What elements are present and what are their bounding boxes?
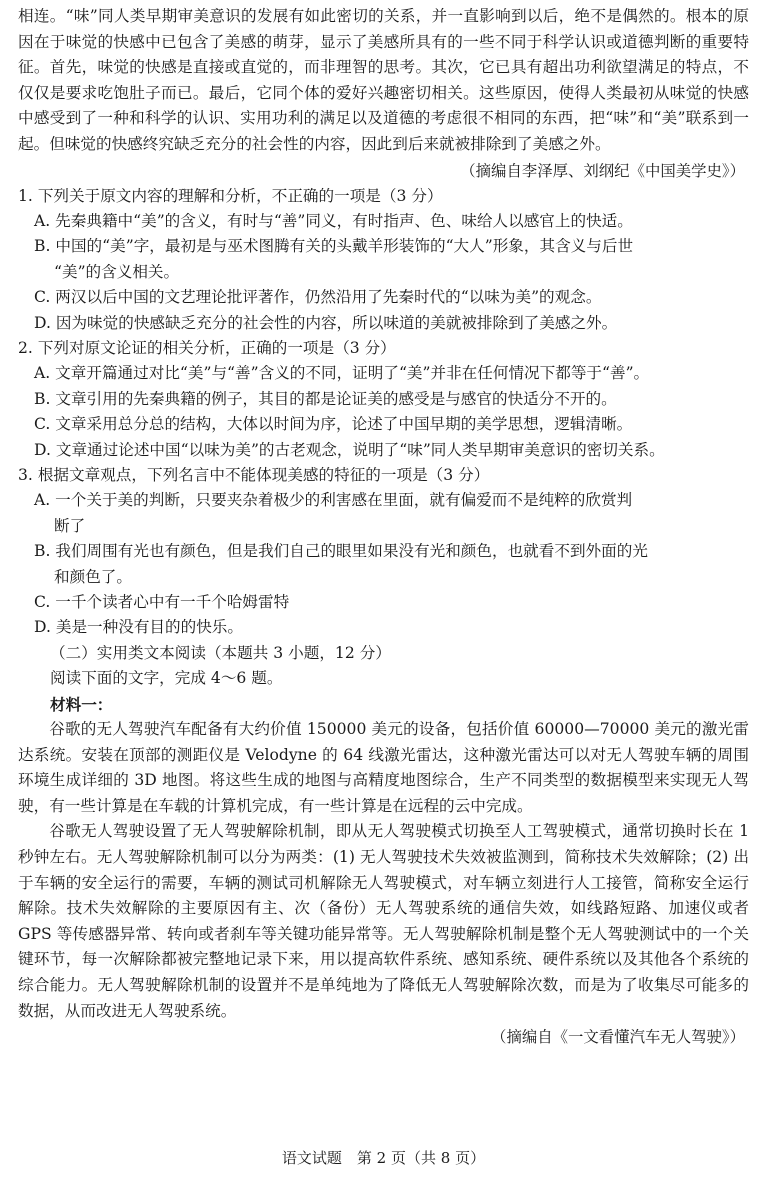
option-text: A. 一个关于美的判断，只要夹杂着极少的利害感在里面，就有偏爱而不是纯粹的欣赏判 <box>34 491 633 510</box>
option-text: B. 文章引用的先秦典籍的例子，其目的都是论证美的感受是与感官的快适分不开的。 <box>34 389 617 408</box>
option-c <box>18 412 749 437</box>
intro-paragraph: 相连。“味”同人类早期审美意识的发展有如此密切的关系，并一直影响到以后，绝不是偶然的。根本的原因在于味觉的快感中已包含了美感的萌芽，显示了美感所具有的一些不同于科学认识或道德判断的重要特征。首先，味觉的快感是直接或直觉的，而非理智的思考。其次，它已具有超出功利欲望满足的特点，不仅仅是要求吃饱肚子而已。最后，它同个体的爱好兴趣密切相关。这些原因，使得人类最初从味觉的快感中感受到了一种和科学的认识、实用功利的满足以及道德的考虑很不相同的东西，把“味”和“美”联系到一起。但味觉的快感终究缺乏充分的社会性的内容，因此到后来就被排除到了美感之外。 <box>18 7 749 153</box>
option-a <box>18 361 749 386</box>
option-c <box>18 285 749 310</box>
option-a <box>18 209 749 234</box>
material-paragraph-2: 谷歌无人驾驶设置了无人驾驶解除机制，即从无人驾驶模式切换至人工驾驶模式，通常切换时长在 1 秒钟左右。无人驾驶解除机制可以分为两类：(1) 无人驾驶技术失效被监测到，简称技术失效解除；(2) 出于车辆的安全运行的需要，车辆的测试司机解除无人驾驶模式，对车辆立刻进行人工接管，简称安全运行解除。技术失效解除的主要原因有主、次（备份）无人驾驶系统的通信失效，如线路短路、加速仪或者 GPS 等传感器异常、转向或者刹车等关键功能异常等。无人驾驶解除机制是整个无人驾驶测试中的一个关键环节，每一次解除都被完整地记录下来，用以提高软件系统、感知系统、硬件系统以及其他各个系统的综合能力。无人驾驶解除机制的设置并不是单纯地为了降低无人驾驶解除次数，而是为了收集尽可能多的数据，从而改进无人驾驶系统。 <box>18 822 749 1020</box>
material-label: 材料一： <box>50 694 113 714</box>
material-paragraph-1: 谷歌的无人驾驶汽车配备有大约价值 150000 美元的设备，包括价值 60000—70000 美元的激光雷达系统。安装在顶部的测距仪是 Velodyne 的 64 线激光雷达，这种激光雷达可以对无人驾驶车辆的周围环境生成详细的 3D 地图。将这些生成的地图与高精度地图综合，生产不同类型的数据模型来实现无人驾驶，有一些计算是在车载的计算机完成，有一些计算是在远程的云中完成。 <box>18 720 749 815</box>
option-text: A. 先秦典籍中“美”的含义，有时与“善”同义，有时指声、色、味给人以感官上的快适。 <box>34 211 633 230</box>
option-text: C. 两汉以后中国的文艺理论批评著作，仍然沿用了先秦时代的“以味为美”的观念。 <box>34 288 602 307</box>
option-d <box>18 311 749 336</box>
option-text: C. 文章采用总分总的结构，大体以时间为序，论述了中国早期的美学思想，逻辑清晰。 <box>34 415 633 434</box>
option-text-continued: “美”的含义相关。 <box>54 262 180 281</box>
option-text: D. 因为味觉的快感缺乏充分的社会性的内容，所以味道的美就被排除到了美感之外。 <box>34 313 618 332</box>
page-footer: 语文试题 第 2 页（共 8 页） <box>281 1149 486 1167</box>
question-3 <box>18 463 749 641</box>
question-stem: 2. 下列对原文论证的相关分析，正确的一项是（3 分） <box>18 339 396 357</box>
source-citation-2: （摘编自《一文看懂汽车无人驾驶》） <box>491 1028 745 1047</box>
option-b <box>18 539 749 590</box>
section-title: （二）实用类文本阅读（本题共 3 小题，12 分） <box>50 643 391 662</box>
option-text-continued: 断了 <box>54 516 86 535</box>
option-d <box>18 438 749 463</box>
option-a <box>18 488 749 539</box>
option-b <box>18 234 749 285</box>
source-citation-1: （摘编自李泽厚、刘纲纪《中国美学史》） <box>460 161 745 180</box>
option-text-continued: 和颜色了。 <box>54 567 132 586</box>
option-b <box>18 387 749 412</box>
option-text: A. 文章开篇通过对比“美”与“善”含义的不同，证明了“美”并非在任何情况下都等于“善”。 <box>34 364 650 383</box>
question-1 <box>18 184 749 336</box>
section-instruction: 阅读下面的文字，完成 4～6 题。 <box>50 669 283 688</box>
option-text: D. 文章通过论述中国“以味为美”的古老观念，说明了“味”同人类早期审美意识的密切关系。 <box>34 440 665 459</box>
question-2 <box>18 336 749 463</box>
option-text: B. 我们周围有光也有颜色，但是我们自己的眼里如果没有光和颜色，也就看不到外面的光 <box>34 542 648 561</box>
question-stem: 3. 根据文章观点，下列名言中不能体现美感的特征的一项是（3 分） <box>18 466 490 485</box>
option-text: C. 一千个读者心中有一千个哈姆雷特 <box>34 593 290 612</box>
question-stem: 1. 下列关于原文内容的理解和分析，不正确的一项是（3 分） <box>18 186 443 205</box>
option-text: B. 中国的“美”字，最初是与巫术图腾有关的头戴羊形装饰的“大人”形象，其含义与后世 <box>34 237 634 256</box>
option-c <box>18 590 749 615</box>
option-d <box>18 615 749 640</box>
option-text: D. 美是一种没有目的的快乐。 <box>34 618 243 637</box>
